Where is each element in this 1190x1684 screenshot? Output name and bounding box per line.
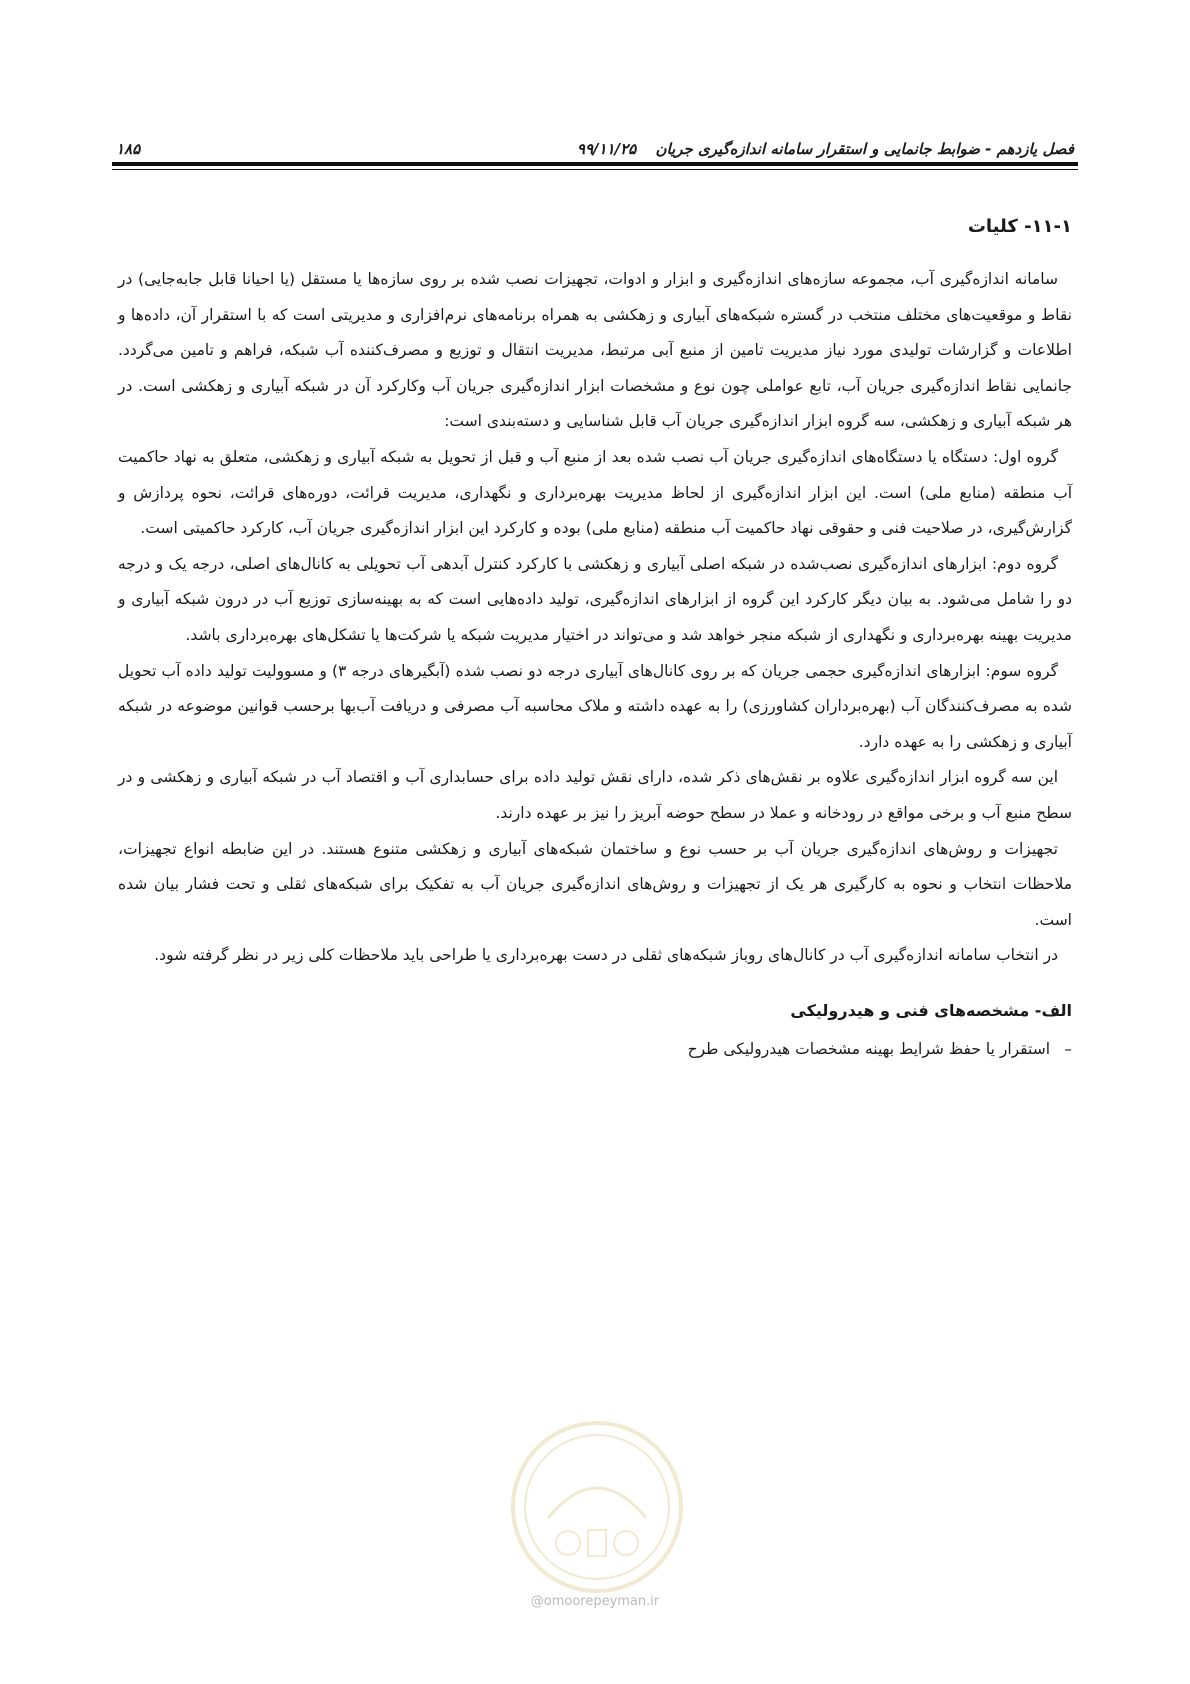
section-heading: ۱۱-۱- کلیات — [967, 216, 1072, 237]
list-item — [118, 1032, 1072, 1066]
paragraph-group-two: گروه دوم: ابزارهای اندازه‌گیری نصب‌شده در شبکه اصلی آبیاری و زهکشی با کارکرد کنترل آبدهی آب تحویلی به کانال‌های اصلی، درجه یک و درجه دو را شامل می‌شود. به بیان دیگر کارکرد این گروه از ابزارهای اندازه‌گیری، تولید داده‌هایی است که به بهینه‌سازی توزیع آب در درون شبکه آبیاری و مدیریت بهینه بهره‌برداری و نگهداری از شبکه منجر خواهد شد و می‌تواند در اختیار مدیریت شبکه یا شرکت‌ها یا تشکل‌های بهره‌برداری باشد. — [118, 554, 1072, 644]
paragraph-intro: سامانه اندازه‌گیری آب، مجموعه سازه‌های اندازه‌گیری و ابزار و ادوات، تجهیزات نصب شده بر روی سازه‌ها یا مستقل (یا احیانا قابل جابه‌جایی) در نقاط و موقعیت‌های مختلف منتخب در گستره شبکه‌های آبیاری و زهکشی به همراه برنامه‌های نرم‌افزاری و مدیریتی است که با استقرار آن، داده‌ها و اطلاعات و گزارشات تولیدی مورد نیاز مدیریت تامین از منبع آبی مرتبط، مدیریت انتقال و توزیع و مصرف‌کننده آب شبکه، فراهم و تامین می‌گردد. جانمایی نقاط اندازه‌گیری جریان آب، تابع عواملی چون نوع و مشخصات ابزار اندازه‌گیری جریان آب وکارکرد آن در شبکه آبیاری و زهکشی است. در هر شبکه آبیاری و زهکشی، سه گروه ابزار اندازه‌گیری جریان آب قابل شناسایی و دسته‌بندی است: — [118, 270, 1072, 431]
paragraph-roles: این سه گروه ابزار اندازه‌گیری علاوه بر نقش‌های ذکر شده، دارای نقش تولید داده برای حسابداری آب و اقتصاد آب در شبکه آبیاری و زهکشی و در سطح منبع آب و برخی مواقع در رودخانه و عملا در سطح حوضه آبریز را نیز بر عهده دارند. — [118, 768, 1072, 822]
subsection-heading: الف- مشخصه‌های فنی و هیدرولیکی — [790, 1000, 1072, 1020]
header-rule-thick — [112, 162, 1078, 166]
list-item-text: استقرار یا حفظ شرایط بهینه مشخصات هیدرولیکی طرح — [687, 1039, 1050, 1058]
header-rule-thin — [112, 169, 1078, 170]
watermark-url: @omoorepeyman.ir — [530, 1594, 660, 1609]
chapter-title: فصل یازدهم - ضوابط جانمایی و استقرار سامانه اندازه‌گیری جریان — [655, 140, 1074, 158]
header-date: ۹۹/۱۱/۲۵ — [576, 140, 637, 158]
main-content — [118, 214, 1072, 1066]
bullet-dash: – — [1064, 1039, 1072, 1058]
watermark-seal — [508, 1418, 686, 1596]
paragraph-group-three: گروه سوم: ابزارهای اندازه‌گیری حجمی جریان که بر روی کانال‌های آبیاری درجه دو نصب شده (آبگیرهای درجه ۳) و مسوولیت تولید داده آب تحویل شده به مصرف‌کنندگان آب (بهره‌برداران کشاورزی) را به عهده داشته و ملاک محاسبه آب مصرفی و دریافت آب‌بها برحسب قوانین موضوعه در شبکه آبیاری و زهکشی را به عهده دارد. — [118, 661, 1072, 751]
page-number: ۱۸۵ — [116, 140, 141, 158]
paragraph-group-one: گروه اول: دستگاه یا دستگاه‌های اندازه‌گیری جریان آب نصب شده بعد از منبع آب و قبل از تحویل به شبکه آبیاری و زهکشی، متعلق به نهاد حاکمیت آب منطقه (منابع ملی) است. این ابزار اندازه‌گیری از لحاظ مدیریت بهره‌برداری و نگهداری، مدیریت قرائت، دوره‌های قرائت، نحوه پردازش و گزارش‌گیری، در صلاحیت فنی و حقوقی نهاد حاکمیت آب منطقه (منابع ملی) بوده و کارکرد این ابزار اندازه‌گیری جریان آب، کارکرد حاکمیتی است. — [118, 447, 1072, 538]
paragraph-equipment: تجهیزات و روش‌های اندازه‌گیری جریان آب بر حسب نوع و ساختمان شبکه‌های آبیاری و زهکشی متنوع هستند. در این ضابطه انواع تجهیزات، ملاحظات انتخاب و نحوه به کارگیری هر یک از تجهیزات و روش‌های اندازه‌گیری جریان آب به تفکیک برای شبکه‌های ثقلی و تحت فشار بیان شده است. — [118, 839, 1072, 929]
header-title-block — [577, 140, 1074, 158]
running-header — [116, 128, 1074, 158]
paragraph-selection: در انتخاب سامانه اندازه‌گیری آب در کانال‌های روباز شبکه‌های ثقلی در دست بهره‌برداری یا طراحی باید ملاحظات کلی زیر در نظر گرفته شود. — [154, 946, 1058, 965]
